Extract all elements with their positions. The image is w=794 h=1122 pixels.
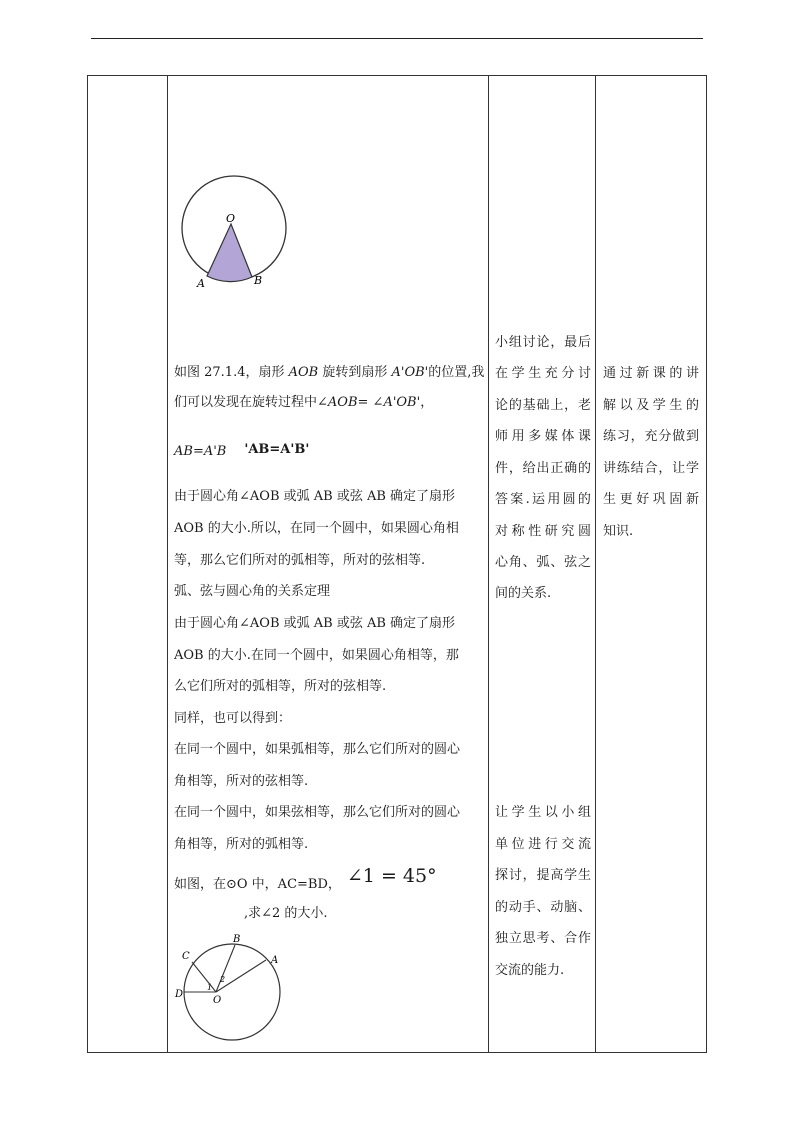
label-d: D <box>175 989 184 1000</box>
activity-line: 交流的能力. <box>495 963 565 978</box>
header-rule <box>91 38 703 39</box>
activity-line: 让 学 生 以 小 组 <box>495 805 591 820</box>
paragraph-line-13: 角相等，所对的弦相等. <box>174 774 309 789</box>
paragraph-line-12: 在同一个圆中，如果弧相等，那么它们所对的圆心 <box>174 742 461 757</box>
activity-line: 件 ， 给 出 正 确 的 <box>495 461 591 476</box>
activity-line: 对 称 性 研 究 圆 <box>495 524 591 539</box>
lesson-table <box>87 75 707 1053</box>
activity-line: 间的关系. <box>495 586 552 601</box>
teaching-content-cell <box>174 75 486 1053</box>
theorem-heading: 弧、弦与圆心角的关系定理 <box>174 584 331 599</box>
intent-line: 通 过 新 课 的 讲 <box>603 366 699 381</box>
column-divider-1 <box>167 75 168 1053</box>
paragraph-line-10: 么它们所对的弧相等，所对的弦相等. <box>174 679 387 694</box>
table-right-border <box>706 75 707 1053</box>
paragraph-line-14: 在同一个圆中，如果弦相等，那么它们所对的圆心 <box>174 805 461 820</box>
paragraph-line-16: 如图，在⊙O 中，AC=BD， ∠1 = 45° <box>174 865 437 892</box>
student-activity-cell <box>495 75 591 1053</box>
label-a: A <box>197 277 205 290</box>
intent-line: 解 以 及 学 生 的 <box>603 398 699 413</box>
paragraph-line-2: 们可以发现在旋转过程中∠AOB= ∠A'OB'， <box>174 395 434 410</box>
label-b2: B <box>233 934 241 945</box>
intent-line: 生 更 好 巩 固 新 <box>603 492 699 507</box>
design-intent-cell <box>603 75 703 1053</box>
paragraph-line-1: 如图 27.1.4，扇形 AOB 旋转到扇形 A'OB'的位置,我 <box>174 365 485 380</box>
paragraph-line-15: 角相等，所对的弧相等. <box>174 837 309 852</box>
label-a2: A <box>271 955 279 966</box>
table-left-border <box>87 75 88 1053</box>
activity-line: 独 立 思 考 、 合 作 <box>495 931 591 946</box>
paragraph-line-8: 由于圆心角∠AOB 或弧 AB 或弦 AB 确定了扇形 <box>174 616 456 631</box>
label-o2: O <box>213 995 222 1006</box>
column-divider-2 <box>488 75 489 1053</box>
activity-line: 小 组 讨 论 ， 最 后 <box>495 335 591 350</box>
paragraph-line-17: ,求∠2 的大小. <box>244 906 328 921</box>
activity-line: 答 案 . 运 用 圆 的 <box>495 492 591 507</box>
activity-line: 探 讨 ， 提 高 学 生 <box>495 868 591 883</box>
angle-label-2: 2 <box>220 975 226 984</box>
angle-label-1: 1 <box>207 983 213 992</box>
angle-equation: ∠1 = 45° <box>346 865 437 887</box>
paragraph-line-5: AOB 的大小.所以，在同一个圆中，如果圆心角相 <box>174 521 459 536</box>
column-divider-3 <box>595 75 596 1053</box>
paragraph-line-6: 等，那么它们所对的弧相等，所对的弦相等. <box>174 553 426 568</box>
activity-line: 心 角 、 弧 、 弦 之 <box>495 555 591 570</box>
activity-line: 论 的 基 础 上 ， 老 <box>495 398 591 413</box>
paragraph-line-9: AOB 的大小.在同一个圆中，如果圆心角相等，那 <box>174 648 459 663</box>
intent-line: 讲 练 结 合 ， 让 学 <box>603 461 699 476</box>
arc-equation: 'AB=A'B' <box>244 442 310 457</box>
activity-line: 师 用 多 媒 体 课 <box>495 429 591 444</box>
sector-figure <box>174 175 294 290</box>
intent-line: 知识. <box>603 524 634 539</box>
activity-line: 单 位 进 行 交 流 <box>495 837 591 852</box>
paragraph-line-4: 由于圆心角∠AOB 或弧 AB 或弦 AB 确定了扇形 <box>174 489 456 504</box>
paragraph-line-11: 同样，也可以得到： <box>174 711 292 726</box>
intent-line: 练 习 ， 充 分 做 到 <box>603 429 699 444</box>
activity-line: 的 动 手 、 动 脑 、 <box>495 900 591 915</box>
equation-line: AB=A'B 'AB=A'B' <box>174 442 310 459</box>
label-c: C <box>182 951 190 962</box>
activity-line: 在 学 生 充 分 讨 <box>495 366 591 381</box>
label-b: B <box>254 274 263 287</box>
circle-figure <box>176 930 296 1046</box>
label-o: O <box>226 212 236 225</box>
